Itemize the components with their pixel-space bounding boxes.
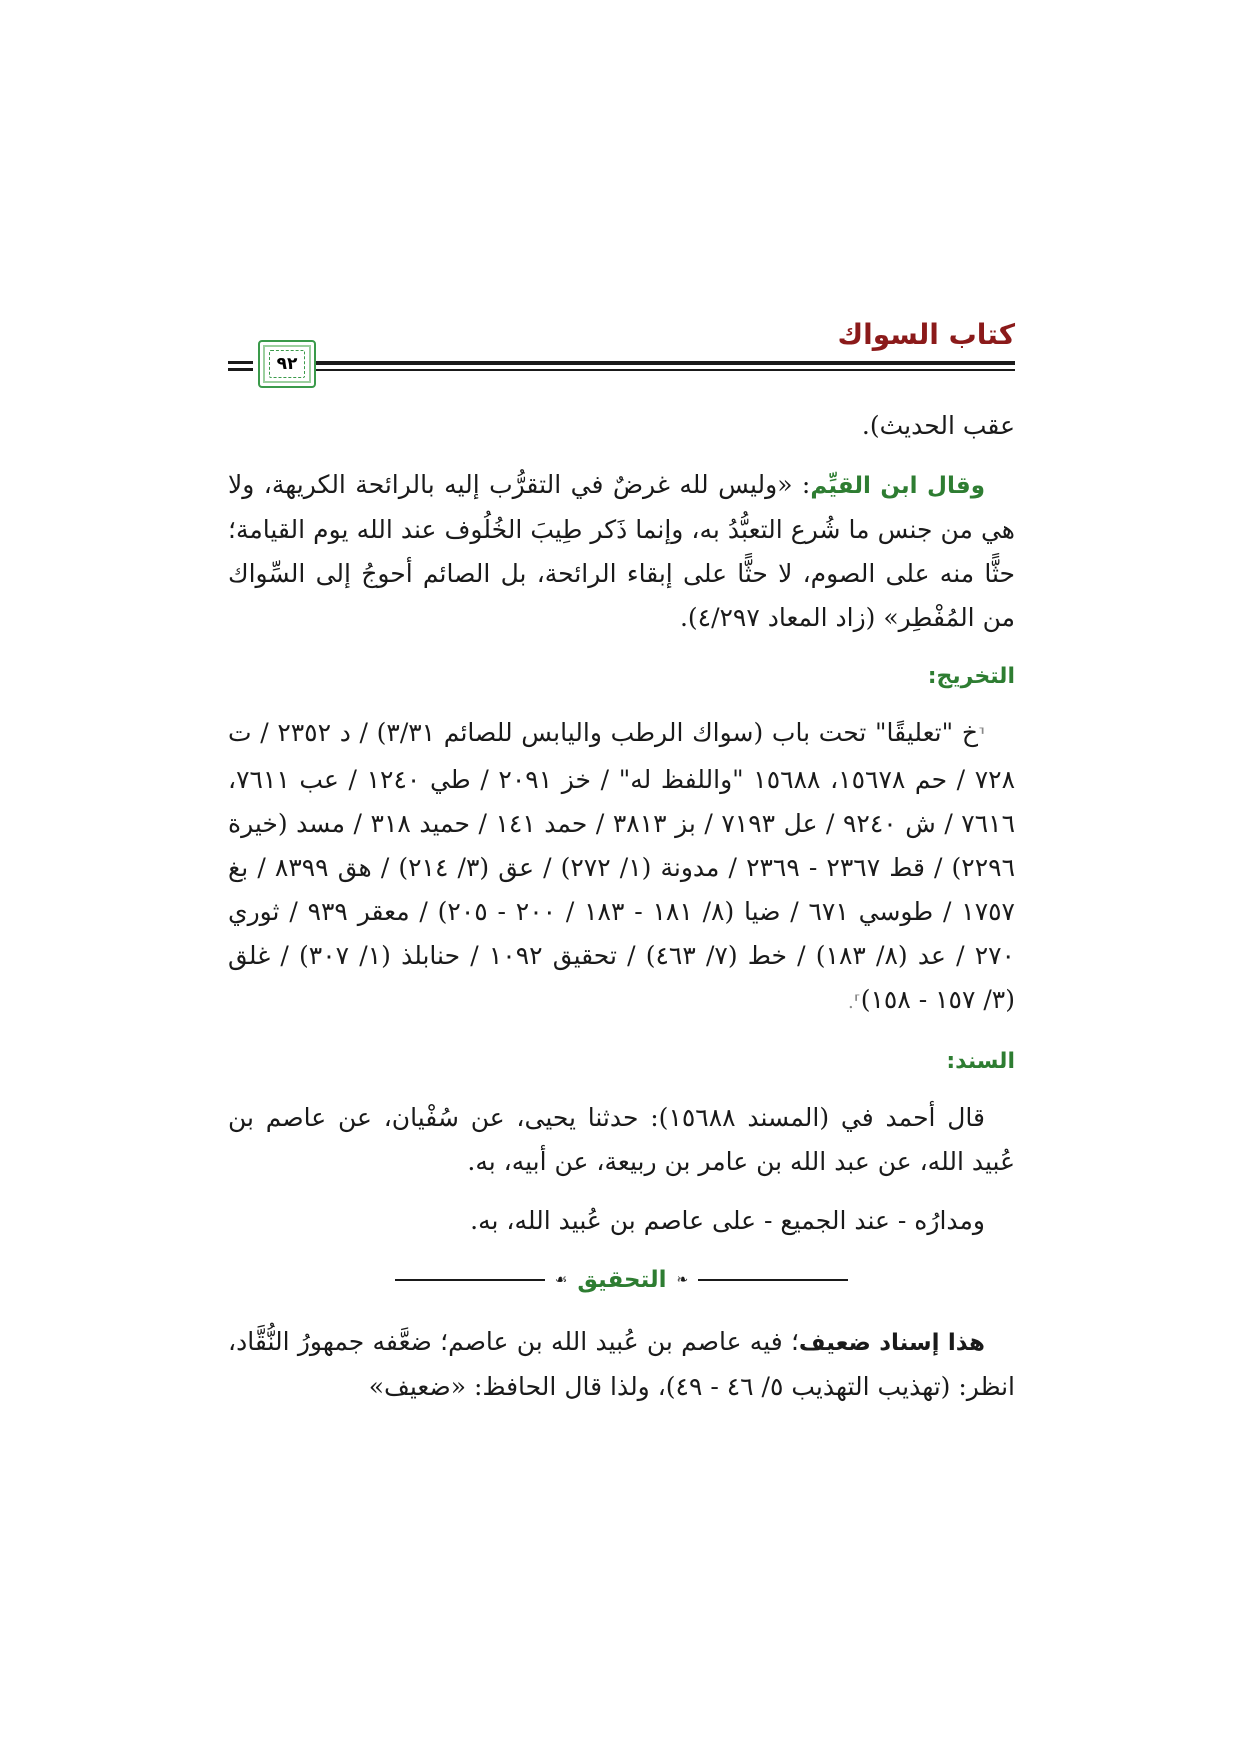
book-title: كتاب السواك	[837, 318, 1015, 351]
takhrij-text: خ "تعليقًا" تحت باب (سواك الرطب واليابس للصائم ٣/٣١) / د ٢٣٥٢ / ت ٧٢٨ / حم ١٥٦٧٨، ١٥٦٨٨ "واللفظ له" / خز ٢٠٩١ / طي ١٢٤٠ / عب ٧٦١١، ٧٦١٦ / ش ٩٢٤٠ / عل ٧١٩٣ / بز ٣٨١٣ / حمد ١٤١ / حميد ٣١٨ / مسد (خيرة ٢٢٩٦) / قط ٢٣٦٧ - ٢٣٦٩ / مدونة (١/ ٢٧٢) / عق (٣/ ٢١٤) / هق ٨٣٩٩ / بغ ١٧٥٧ / طوسي ٦٧١ / ضيا (٨/ ١٨١ - ١٨٣ / ٢٠٠ - ٢٠٥) / معقر ٩٣٩ / ثوري ٢٧٠ / عد (٨/ ١٨٣) / خط (٧/ ٤٦٣) / تحقيق ١٠٩٢ / حنابلذ (١/ ٣٠٧) / غلق (٣/ ١٥٧ - ١٥٨)	[228, 718, 1016, 1014]
takhrij-close-bracket: ⸣.	[847, 992, 861, 1013]
ornament-icon: ☙	[554, 1272, 568, 1288]
quote-text: : «وليس لله غرضٌ في التقرُّب إليه بالرائحة الكريهة، ولا هي من جنس ما شُرع التعبُّدُ به، وإنما ذَكر طِيبَ الخُلُوف عند الله يوم القيامة؛ حثًّا منه على الصوم، لا حثًّا على إبقاء الرائحة، بل الصائم أحوجُ إلى السِّواك من المُفْطِر» (زاد المعاد ٤/٢٩٧).	[228, 470, 1015, 632]
page-number-frame	[269, 350, 305, 378]
header-rule-left-top	[228, 361, 253, 364]
header-rule-thin	[315, 369, 1015, 371]
sanad-heading: السند:	[946, 1049, 1015, 1074]
ornament-icon: ❧	[676, 1272, 689, 1288]
takhrij-heading: التخريج:	[927, 664, 1015, 689]
takhrij-paragraph	[228, 711, 1015, 1025]
continued-line: عقب الحديث).	[861, 411, 1015, 440]
divider-line-right	[698, 1279, 848, 1281]
ibn-qayyim-quote	[228, 463, 1015, 640]
header-rule-thick	[315, 361, 1015, 365]
header-rule-left-bottom	[228, 368, 253, 371]
page-number: ٩٢	[276, 354, 298, 374]
tahqiq-paragraph	[228, 1320, 1015, 1409]
tahqiq-divider	[228, 1258, 1015, 1302]
quote-lead: وقال ابن القيِّم	[810, 473, 985, 499]
tahqiq-lead: هذا إسناد ضعيف	[798, 1330, 985, 1356]
takhrij-open-bracket: ⸢	[977, 725, 985, 746]
page-body	[228, 404, 1015, 1424]
page-header	[228, 318, 1015, 386]
page-number-badge	[258, 340, 316, 388]
tahqiq-text: ؛ فيه عاصم بن عُبيد الله بن عاصم؛ ضعَّفه جمهورُ النُّقَّاد، انظر: (تهذيب التهذيب ٥/ ٤٦ - ٤٩)، ولذا قال الحافظ: «ضعيف»	[228, 1327, 1015, 1401]
sanad-paragraph: قال أحمد في (المسند ١٥٦٨٨): حدثنا يحيى، عن سُفْيان، عن عاصم بن عُبيد الله، عن عبد الله بن عامر بن ربيعة، عن أبيه، به.	[228, 1103, 1015, 1176]
tahqiq-heading: التحقيق	[577, 1267, 667, 1293]
madar-paragraph: ومدارُه - عند الجميع - على عاصم بن عُبيد الله، به.	[470, 1206, 985, 1235]
divider-line-left	[395, 1279, 545, 1281]
